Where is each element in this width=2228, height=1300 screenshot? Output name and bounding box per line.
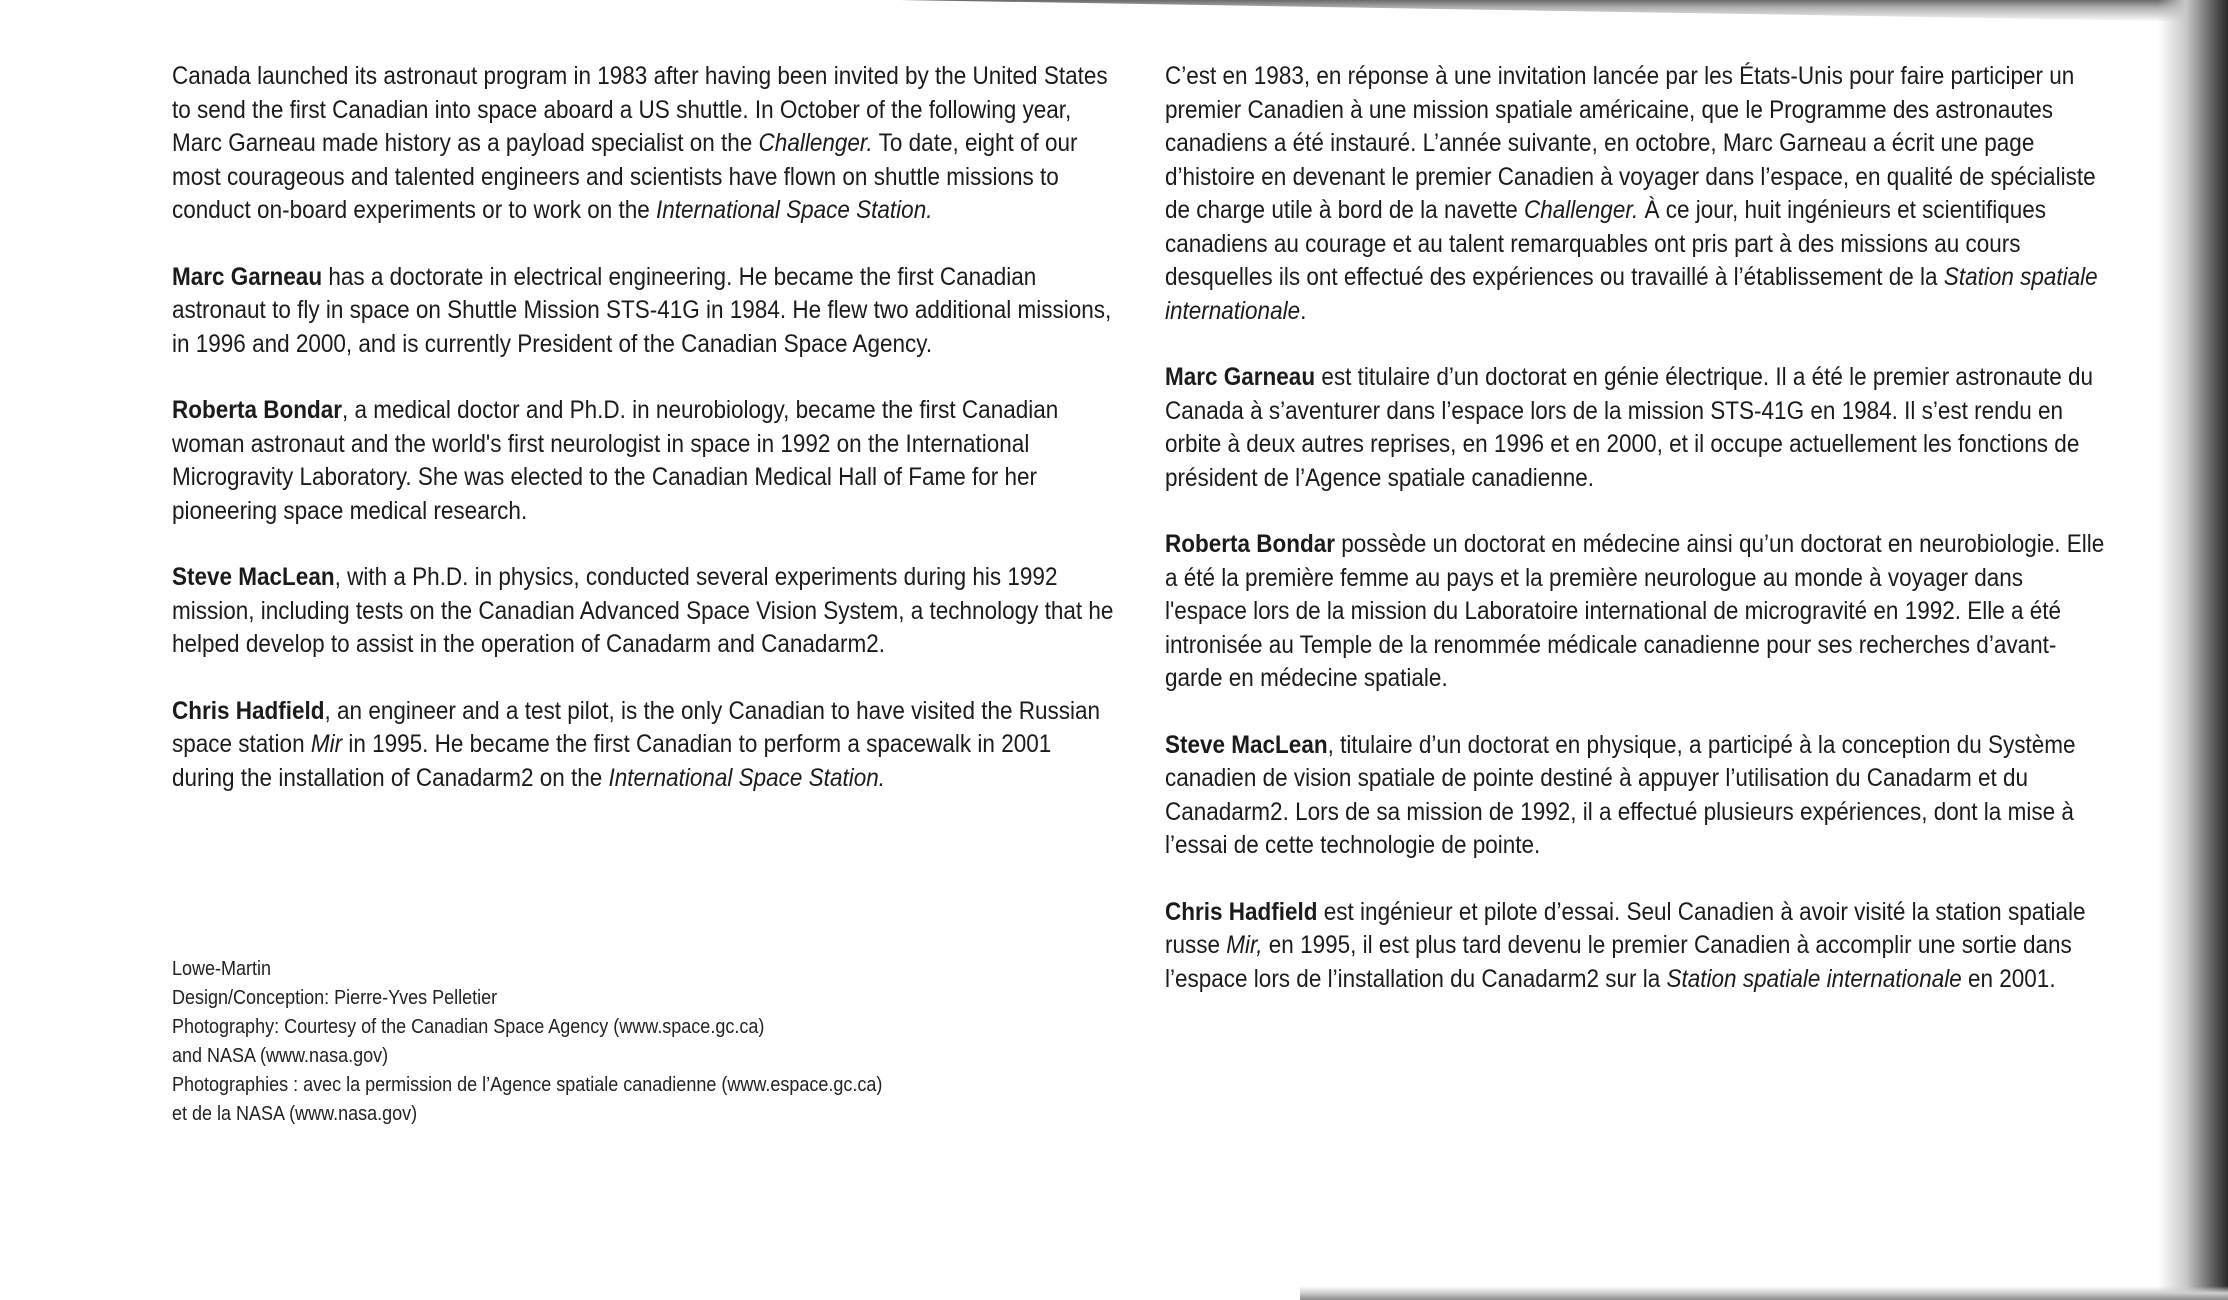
credits-printer: Lowe-Martin [172, 958, 272, 980]
french-intro-italic-station: Station spatiale internationale [1165, 263, 2098, 325]
french-garneau-paragraph [1165, 361, 2110, 495]
english-intro-italic-challenger: Challenger. [758, 129, 873, 157]
credits-photography-fr-line-2: et de la NASA (www.nasa.gov) [172, 1103, 418, 1125]
english-garneau-name: Marc Garneau [172, 262, 323, 291]
french-hadfield-italic-station: Station spatiale internationale [1666, 964, 1962, 993]
english-maclean-name: Steve MacLean [172, 563, 335, 591]
credits-photography-fr-line-1: Photographies : avec la permission de l’Agence spatiale canadienne (www.espace.gc.ca) [172, 1074, 883, 1096]
english-hadfield-text-1: , an engineer and a test pilot, is the only Canadian to have visited the Russian space station [172, 696, 1101, 758]
french-hadfield-paragraph [1165, 896, 2110, 997]
french-intro-italic-challenger: Challenger. [1524, 196, 1639, 224]
french-hadfield-italic-mir: Mir, [1226, 931, 1263, 959]
scan-shadow-right [2158, 0, 2228, 1300]
english-intro-italic-iss: International Space Station. [656, 196, 933, 224]
french-intro-text-3: . [1300, 296, 1307, 325]
french-column [1165, 60, 2110, 1029]
english-hadfield-name: Chris Hadfield [172, 696, 325, 725]
french-maclean-paragraph [1165, 729, 2110, 863]
french-garneau-name: Marc Garneau [1165, 363, 1316, 391]
french-maclean-text: , titulaire d’un doctorat en physique, a participé à la conception du Système canadien de vision spatiale de pointe destiné à appuyer l’utilisation du Canadarm et du Canadarm2. Lors de sa mission de 1992, il a effectué plusieurs expériences, dont la mise à l’essai de cette technologie de pointe. [1165, 730, 2076, 859]
english-garneau-paragraph [172, 261, 1117, 362]
english-hadfield-text-2: in 1995. He became the first Canadian to perform a spacewalk in 2001 during the installation of Canadarm2 on the [172, 730, 1052, 792]
english-garneau-text: has a doctorate in electrical engineering. He became the first Canadian astronaut to fly in space on Shuttle Mission STS-41G in 1984. He flew two additional missions, in 1996 and 2000, and is currently President of the Canadian Space Agency. [172, 262, 1112, 358]
english-hadfield-italic-iss: International Space Station. [608, 763, 885, 792]
english-bondar-paragraph [172, 394, 1117, 528]
french-maclean-name: Steve MacLean [1165, 730, 1328, 759]
french-bondar-paragraph [1165, 528, 2110, 696]
french-hadfield-text-3: en 2001. [1961, 964, 2056, 993]
credits-photography-en-line-2: and NASA (www.nasa.gov) [172, 1045, 389, 1067]
french-hadfield-name: Chris Hadfield [1165, 897, 1318, 926]
french-bondar-text: possède un doctorat en médecine ainsi qu’un doctorat en neurobiologie. Elle a été la première femme au pays et la première neurologue au monde à voyager dans l'espace lors de la mission du Laboratoire international de microgravité en 1992. Elle a été intronisée au Temple de la renommée médicale canadienne pour ses recherches d’avant-garde en médecine spatiale. [1165, 530, 2105, 692]
scan-shadow-bottom [1300, 1286, 2228, 1300]
english-hadfield-paragraph [172, 695, 1117, 796]
credits-design: Design/Conception: Pierre-Yves Pelletier [172, 987, 498, 1009]
english-column [172, 60, 1117, 828]
english-bondar-name: Roberta Bondar [172, 396, 343, 424]
english-intro-text-1: Canada launched its astronaut program in 1983 after having been invited by the United States to send the first Canadian into space aboard a US shuttle. In October of the following year, Marc Garneau made history as a payload specialist on the [172, 62, 1108, 157]
french-intro-paragraph [1165, 60, 2110, 328]
english-intro-paragraph [172, 60, 1117, 228]
english-maclean-paragraph [172, 561, 1117, 662]
english-bondar-text: , a medical doctor and Ph.D. in neurobiology, became the first Canadian woman astronaut and the world's first neurologist in space in 1992 on the International Microgravity Laboratory. She was elected to the Canadian Medical Hall of Fame for her pioneering space medical research. [172, 396, 1059, 525]
english-maclean-text: , with a Ph.D. in physics, conducted several experiments during his 1992 mission, including tests on the Canadian Advanced Space Vision System, a technology that he helped develop to assist in the operation of Canadarm and Canadarm2. [172, 563, 1114, 658]
french-garneau-text: est titulaire d’un doctorat en génie électrique. Il a été le premier astronaute du Canada à s’aventurer dans l’espace lors de la mission STS-41G en 1984. Il s’est rendu en orbite à deux autres reprises, en 1996 et en 2000, et il occupe actuellement les fonctions de président de l’Agence spatiale canadienne. [1165, 363, 2094, 492]
french-hadfield-text-2: en 1995, il est plus tard devenu le premier Canadien à accomplir une sortie dans l’espace lors de l’installation du Canadarm2 sur la [1165, 931, 2072, 993]
english-hadfield-italic-mir: Mir [310, 730, 343, 758]
credits-block [172, 955, 1027, 1129]
credits-photography-en-line-1: Photography: Courtesy of the Canadian Space Agency (www.space.gc.ca) [172, 1016, 765, 1038]
french-intro-text-1: C’est en 1983, en réponse à une invitation lancée par les États-Unis pour faire participer un premier Canadien à une mission spatiale américaine, que le Programme des astronautes canadiens a été instauré. L’année suivante, en octobre, Marc Garneau a écrit une page d’histoire en devenant le premier Canadien à voyager dans l’espace, en qualité de spécialiste de charge utile à bord de la navette [1165, 62, 2096, 224]
french-bondar-name: Roberta Bondar [1165, 530, 1336, 558]
scan-shadow-top [900, 0, 2228, 22]
english-intro-text-2: To date, eight of our most courageous and talented engineers and scientists have flown on shuttle missions to conduct on-board experiments or to work on the [172, 129, 1078, 224]
french-hadfield-text-1: est ingénieur et pilote d’essai. Seul Canadien à avoir visité la station spatiale russe [1165, 897, 2086, 959]
french-intro-text-2: À ce jour, huit ingénieurs et scientifiques canadiens au courage et au talent remarquables ont pris part à des missions au cours desquelles ils ont effectué des expériences ou travaillé à l’établissement de la [1165, 196, 2046, 291]
